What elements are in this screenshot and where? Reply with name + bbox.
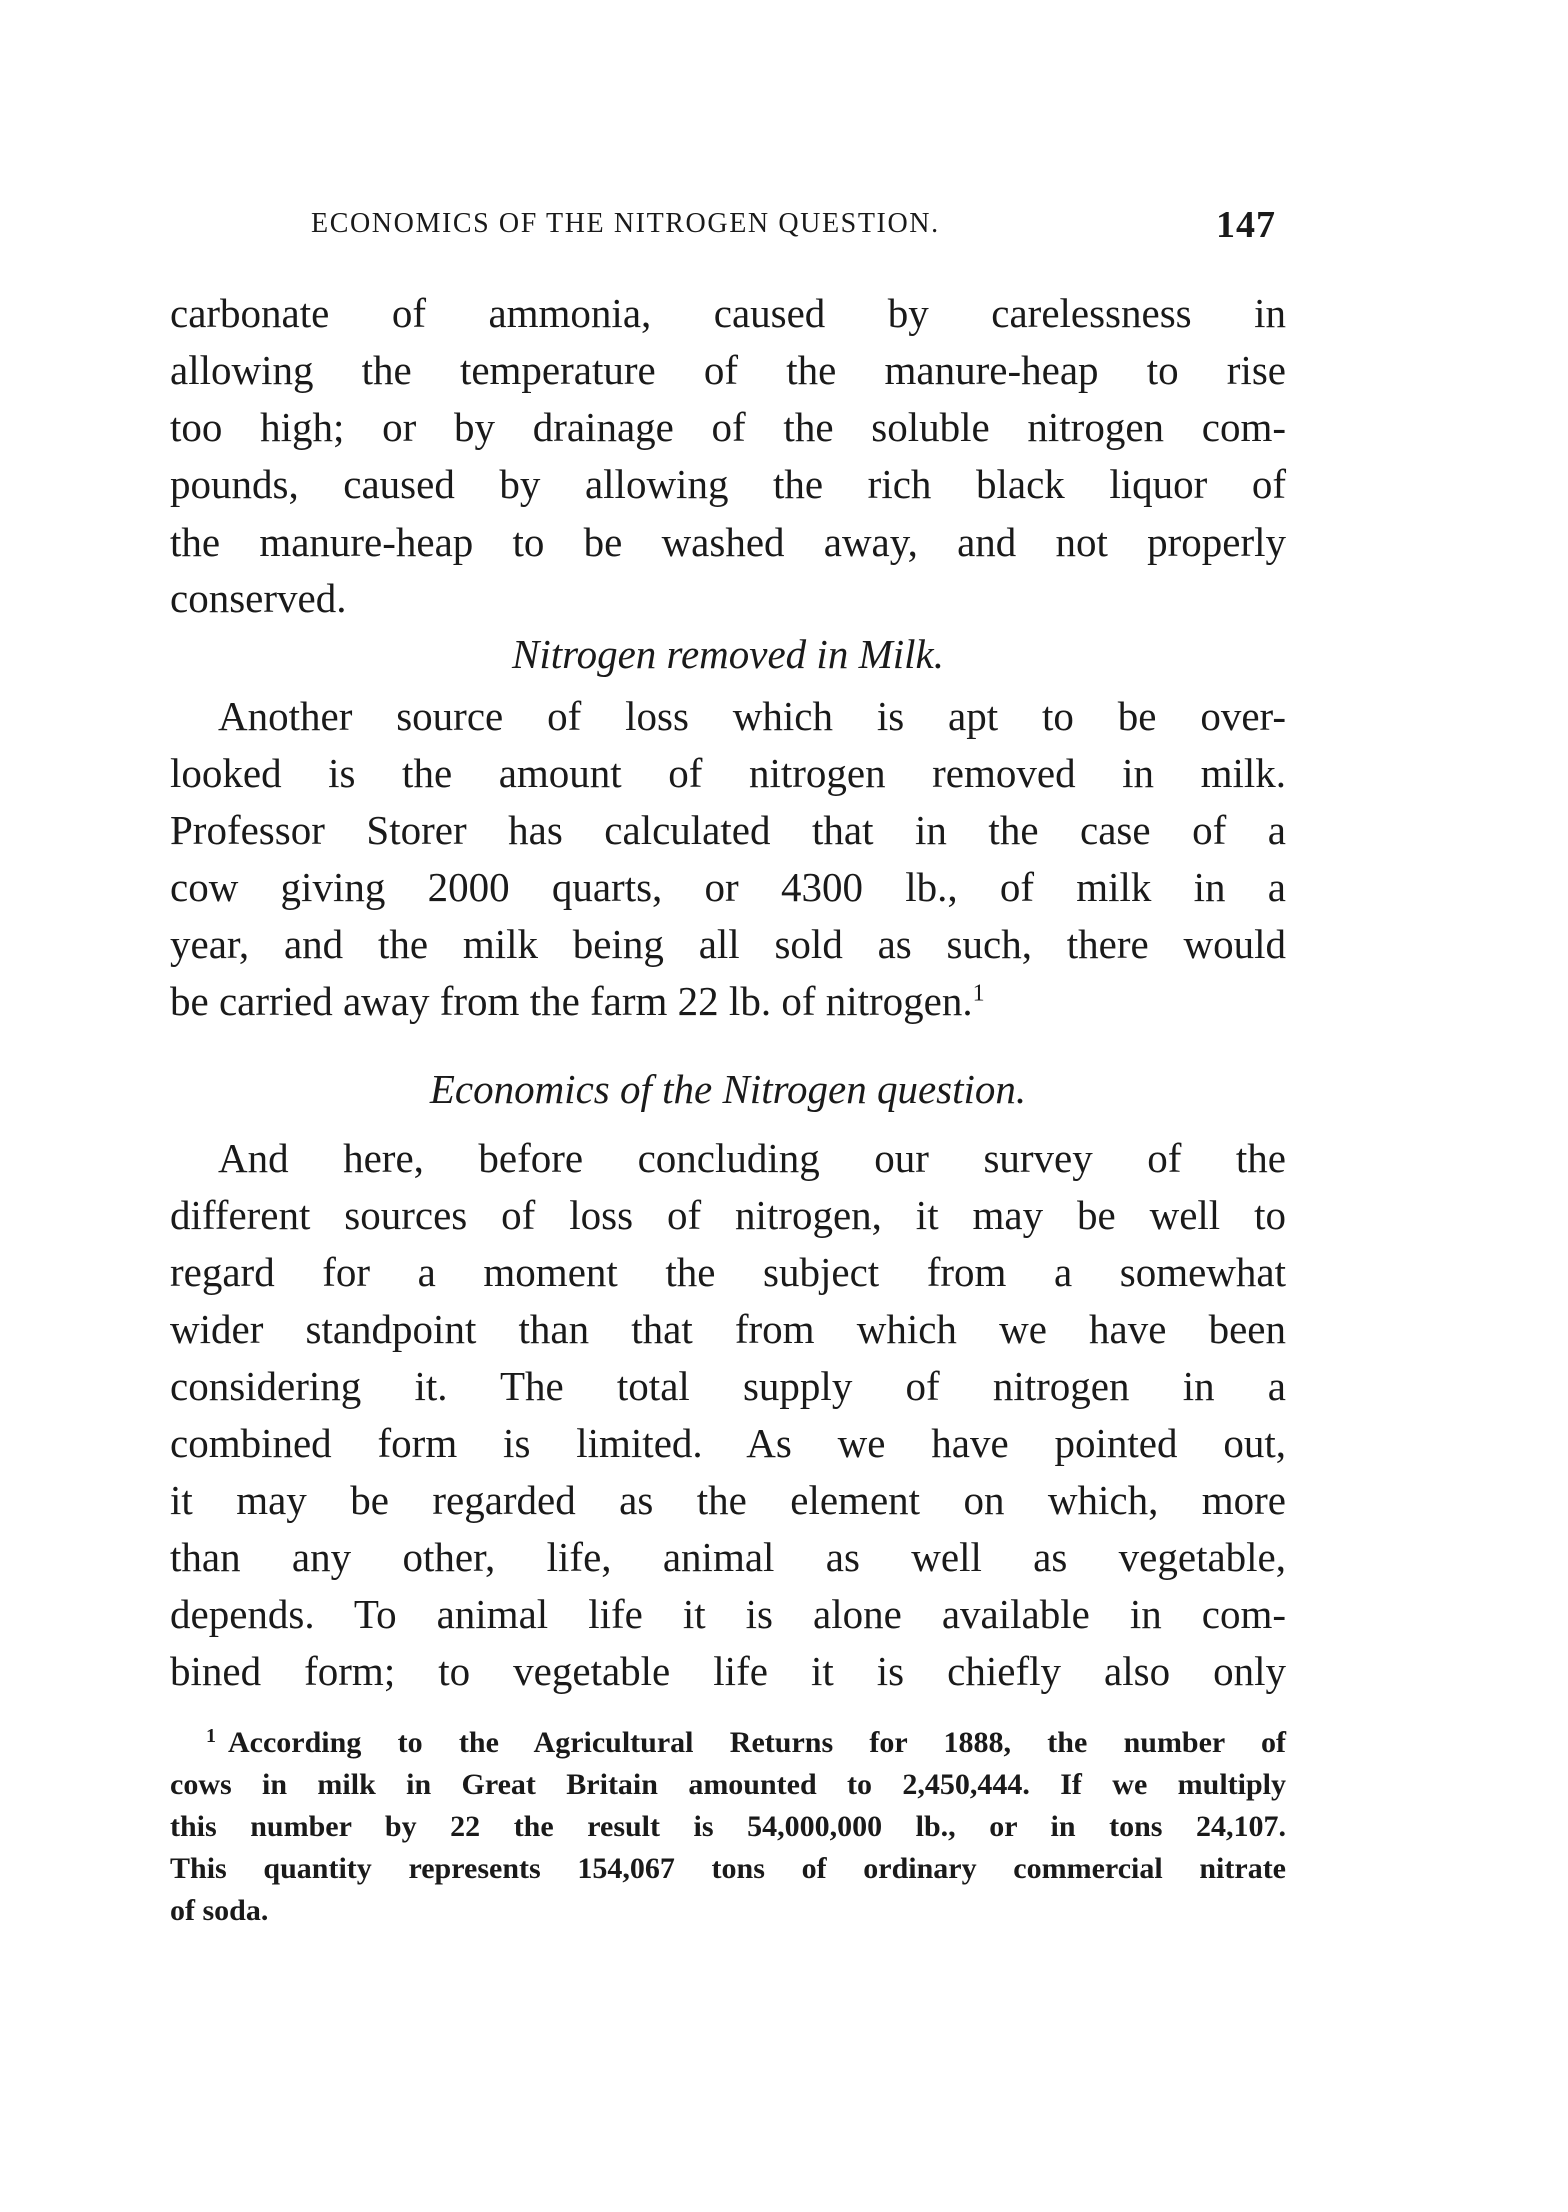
body-line: too high; or by drainage of the soluble nitrogen com-	[170, 404, 1286, 450]
body-line: regard for a moment the subject from a somewhat	[170, 1249, 1286, 1295]
footnote-line: cows in milk in Great Britain amounted to 2,450,444. If we multiply	[170, 1768, 1286, 1801]
footnote-reference: 1	[972, 980, 985, 1007]
footnote-line: This quantity represents 154,067 tons of ordinary commercial nitrate	[170, 1852, 1286, 1885]
footnote-line: According to the Agricultural Returns for 1888, the number of	[228, 1726, 1286, 1759]
body-line: considering it. The total supply of nitrogen in a	[170, 1363, 1286, 1409]
section-heading-economics: Economics of the Nitrogen question.	[429, 1066, 1027, 1112]
body-line: Professor Storer has calculated that in the case of a	[170, 807, 1286, 853]
body-line: the manure-heap to be washed away, and not properly	[170, 519, 1286, 565]
body-line-text: be carried away from the farm 22 lb. of nitrogen.	[170, 978, 973, 1024]
body-line: carbonate of ammonia, caused by carelessness in	[170, 290, 1286, 336]
body-line: bined form; to vegetable life it is chiefly also only	[170, 1648, 1286, 1694]
page-number: 147	[1216, 204, 1276, 246]
page-header	[311, 203, 1276, 247]
body-line: than any other, life, animal as well as vegetable,	[170, 1534, 1286, 1580]
body-line: year, and the milk being all sold as such, there would	[170, 921, 1286, 967]
running-head: ECONOMICS OF THE NITROGEN QUESTION.	[311, 208, 940, 239]
body-line: depends. To animal life it is alone available in com-	[170, 1591, 1286, 1637]
body-line: looked is the amount of nitrogen removed in milk.	[170, 750, 1286, 796]
footnote-line: of soda.	[170, 1894, 269, 1927]
body-line: conserved.	[170, 575, 347, 621]
section-heading-milk: Nitrogen removed in Milk.	[512, 631, 944, 677]
body-line: cow giving 2000 quarts, or 4300 lb., of milk in a	[170, 864, 1286, 910]
body-line-with-footnote-ref	[170, 977, 1286, 1033]
body-line: pounds, caused by allowing the rich black liquor of	[170, 461, 1286, 507]
body-line: wider standpoint than that from which we have been	[170, 1306, 1286, 1352]
body-line: combined form is limited. As we have pointed out,	[170, 1420, 1286, 1466]
body-line: different sources of loss of nitrogen, it may be well to	[170, 1192, 1286, 1238]
body-line: allowing the temperature of the manure-heap to rise	[170, 347, 1286, 393]
body-line: it may be regarded as the element on which, more	[170, 1477, 1286, 1523]
footnote-mark: 1	[206, 1725, 216, 1747]
body-line: And here, before concluding our survey of the	[218, 1135, 1286, 1181]
body-line: Another source of loss which is apt to be over-	[218, 693, 1286, 739]
footnote-line: this number by 22 the result is 54,000,000 lb., or in tons 24,107.	[170, 1810, 1286, 1843]
